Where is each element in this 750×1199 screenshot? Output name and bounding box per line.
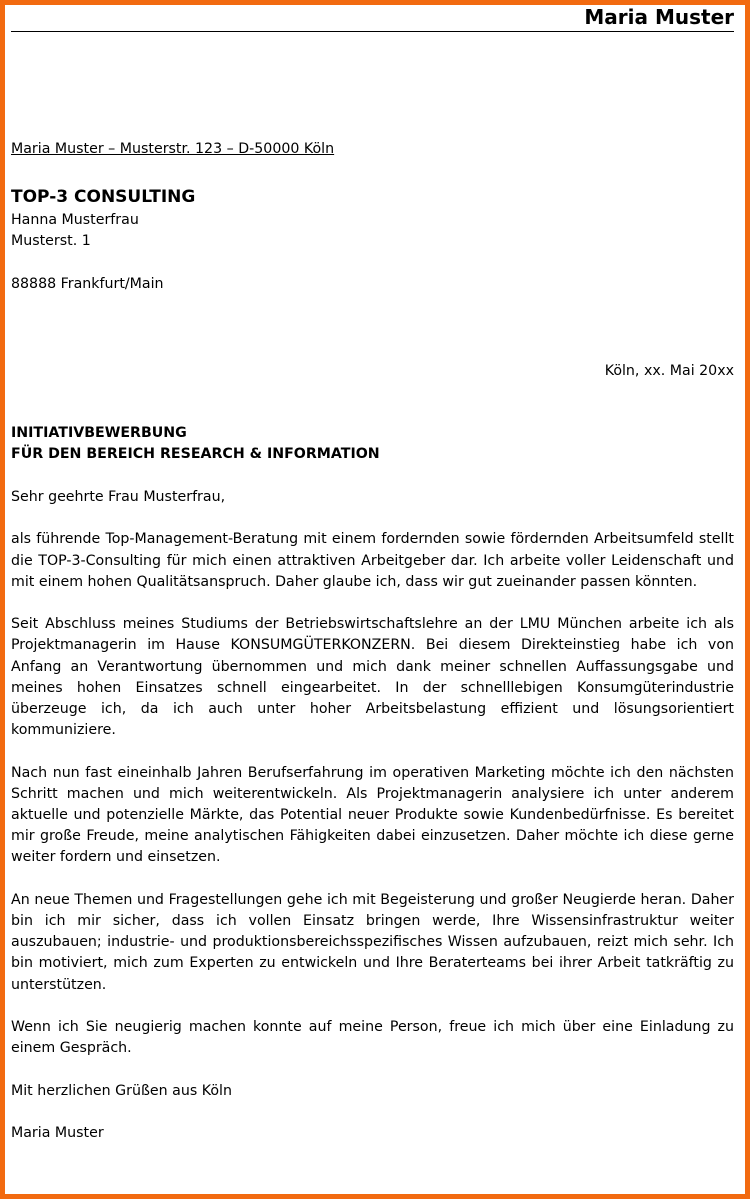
recipient-contact: Hanna Musterfrau [11, 212, 139, 228]
signature: Maria Muster [11, 1124, 104, 1141]
recipient-city-line [11, 274, 164, 295]
body-paragraph: als führende Top-Management-Beratung mit einem fordernden sowie fördernden Arbeitsumfeld stellt die TOP-3-Consulting für mich einen attraktiven Arbeitgeber dar. Ich arbeite voller Leidenschaft und mit einem hohen Qualitätsanspruch. Daher glaube ich, dass wir gut zueinander passen könnten. [11, 531, 734, 590]
closing: Mit herzlichen Grüßen aus Köln [11, 1082, 232, 1099]
letterhead-rule [11, 31, 734, 32]
letter-body [11, 487, 734, 1165]
body-paragraph: An neue Themen und Fragestellungen gehe ich mit Begeisterung und großer Neugierde heran. Daher bin ich mir sicher, dass ich vollen Einsatz bringen werde, Ihre Wissensinfrastruktur weiter auszubauen; industrie- und produktionsbereichsspezifisches Wissen aufzubauen, reizt mich sehr. Ich bin motiviert, mich zum Experten zu entwickeln und Ihre Beraterteams bei ihrer Arbeit tatkräftig zu unterstützen. [11, 891, 734, 993]
subject-line-1: INITIATIVBEWERBUNG [11, 425, 187, 441]
recipient-company: TOP-3 CONSULTING [11, 187, 196, 207]
recipient-postcode: 88888 [11, 276, 57, 292]
recipient-city: Frankfurt/Main [60, 276, 164, 292]
body-paragraph: Nach nun fast eineinhalb Jahren Berufserfahrung im operativen Marketing möchte ich den nächsten Schritt machen und mich weiterentwickeln. Als Projektmanagerin analysiere ich unter anderem aktuelle und potenzielle Märkte, das Potential neuer Produkte sowie Kundenbedürfnisse. Es bereitet mir große Freude, meine analytischen Fähigkeiten dabei einzusetzen. Daher möchte ich diese gerne weiter fordern und einsetzen. [11, 764, 734, 866]
letter-date: Köln, xx. Mai 20xx [604, 363, 734, 379]
letter [11, 0, 734, 1199]
subject-line-2: FÜR DEN BEREICH RESEARCH & INFORMATION [11, 446, 380, 463]
body-paragraph: Seit Abschluss meines Studiums der Betriebswirtschaftslehre an der LMU München arbeite ich als Projektmanagerin im Hause KONSUMGÜTERKONZERN. Bei diesem Direkteinstieg habe ich von Anfang an Verantwortung übernommen und mich dank meiner schnellen Auffassungsgabe und meines hohen Einsatzes schnell eingearbeitet. In der schnelllebigen Konsumgüterindustrie überzeuge ich, da ich auch unter hoher Arbeitsbelastung effizient und lösungsorientiert kommuniziere. [11, 616, 734, 739]
body-paragraph: Wenn ich Sie neugierig machen konnte auf meine Person, freue ich mich über eine Einladung zu einem Gespräch. [11, 1019, 734, 1057]
subject [11, 423, 380, 465]
letterhead-name: Maria Muster [584, 5, 734, 29]
sender-address-line: Maria Muster – Musterstr. 123 – D-50000 Köln [11, 141, 335, 157]
salutation: Sehr geehrte Frau Musterfrau, [11, 489, 226, 505]
recipient-street: Musterst. 1 [11, 233, 91, 249]
